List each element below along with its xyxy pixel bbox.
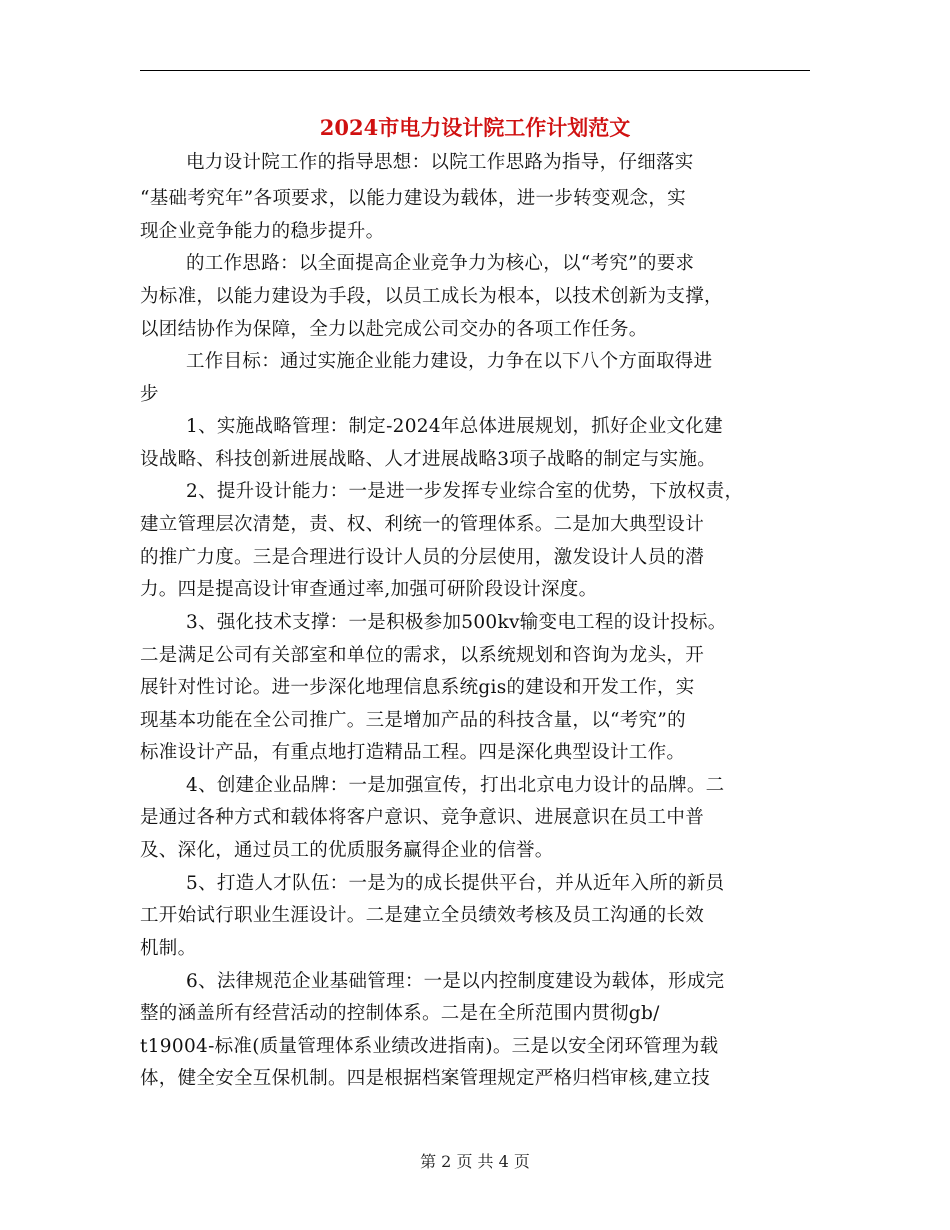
body-line: t19004-标准(质量管理体系业绩改进指南)。三是以安全闭环管理为载 xyxy=(140,1036,719,1057)
body-line: 设战略、科技创新进展战略、人才进展战略3项子战略的制定与实施。 xyxy=(140,449,717,470)
body-line: 工开始试行职业生涯设计。二是建立全员绩效考核及员工沟通的长效 xyxy=(140,905,705,926)
body-line: 体，健全安全互保机制。四是根据档案管理规定严格归档审核,建立技 xyxy=(140,1068,711,1089)
body-line: 1、实施战略管理：制定-2024年总体进展规划，抓好企业文化建 xyxy=(186,416,723,437)
body-line: 整的涵盖所有经营活动的控制体系。二是在全所范围内贯彻gb/ xyxy=(140,1003,660,1024)
body-line: 建立管理层次清楚，责、权、利统一的管理体系。二是加大典型设计 xyxy=(140,514,705,535)
body-line: 4、创建企业品牌：一是加强宣传，打出北京电力设计的品牌。二 xyxy=(186,775,725,796)
body-line: 电力设计院工作的指导思想：以院工作思路为指导，仔细落实 xyxy=(186,152,694,173)
body-line: 标准设计产品，有重点地打造精品工程。四是深化典型设计工作。 xyxy=(140,742,686,763)
header-rule xyxy=(140,70,810,71)
body-line: 现基本功能在全公司推广。三是增加产品的科技含量，以“考究”的 xyxy=(140,710,686,731)
body-line: 力。四是提高设计审查通过率,加强可研阶段设计深度。 xyxy=(140,579,598,600)
page-number-footer: 第 2 页 共 4 页 xyxy=(420,1152,530,1171)
body-line: 二是满足公司有关部室和单位的需求，以系统规划和咨询为龙头，开 xyxy=(140,645,705,666)
body-line: 的推广力度。三是合理进行设计人员的分层使用，激发设计人员的潜 xyxy=(140,547,705,568)
body-line: 展针对性讨论。进一步深化地理信息系统gis的建设和开发工作，实 xyxy=(140,677,695,698)
body-line: 及、深化，通过员工的优质服务赢得企业的信誉。 xyxy=(140,840,554,861)
body-line: 工作目标：通过实施企业能力建设，力争在以下八个方面取得进 xyxy=(186,351,713,372)
body-line: 6、法律规范企业基础管理：一是以内控制度建设为载体，形成完 xyxy=(186,971,725,992)
document-title: 2024市电力设计院工作计划范文 xyxy=(319,115,631,140)
body-line: 是通过各种方式和载体将客户意识、竞争意识、进展意识在员工中普 xyxy=(140,807,705,828)
body-line: “基础考究年”各项要求，以能力建设为载体，进一步转变观念，实 xyxy=(140,188,686,209)
body-line: 机制。 xyxy=(140,938,197,959)
body-line: 3、强化技术支撑：一是积极参加500kv输变电工程的设计投标。 xyxy=(186,612,727,633)
body-line: 2、提升设计能力：一是进一步发挥专业综合室的优势，下放权责， xyxy=(186,481,744,502)
body-line: 的工作思路：以全面提高企业竞争力为核心，以“考究”的要求 xyxy=(186,253,695,274)
body-line: 步 xyxy=(140,384,159,405)
body-line: 现企业竞争能力的稳步提升。 xyxy=(140,221,385,242)
body-line: 以团结协作为保障，全力以赴完成公司交办的各项工作任务。 xyxy=(140,319,648,340)
body-line: 5、打造人才队伍：一是为的成长提供平台，并从近年入所的新员 xyxy=(186,873,725,894)
body-line: 为标准，以能力建设为手段，以员工成长为根本，以技术创新为支撑， xyxy=(140,286,723,307)
